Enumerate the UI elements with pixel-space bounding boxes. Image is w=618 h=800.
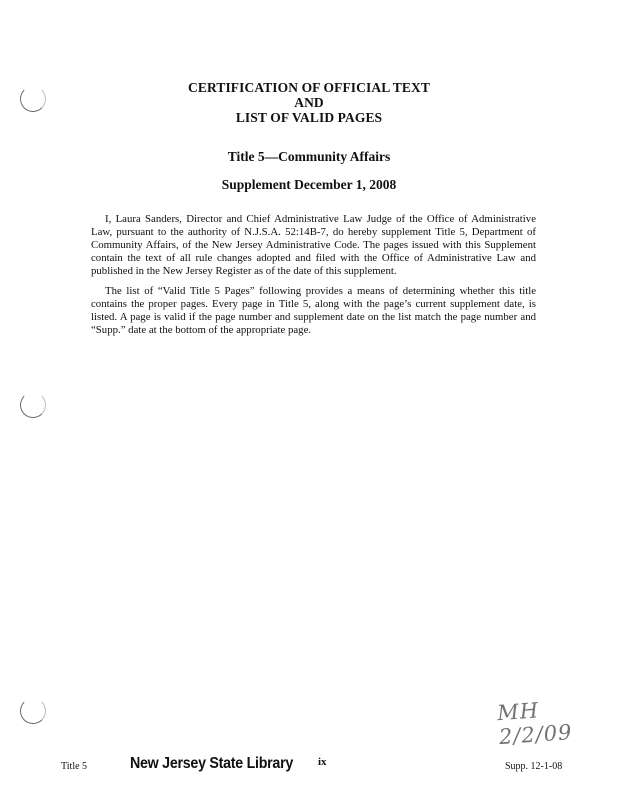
punch-hole-middle (20, 392, 46, 418)
footer-page-number: ix (318, 756, 327, 768)
title-line-1: CERTIFICATION OF OFFICIAL TEXT (188, 80, 430, 95)
footer-title: Title 5 (61, 761, 88, 772)
title-line-2: AND (294, 95, 324, 110)
supplement-date-heading: Supplement December 1, 2008 (221, 177, 397, 192)
handwritten-initials: MH 2/2/09 (496, 698, 574, 750)
footer-supplement: Supp. 12-1-08 (505, 761, 563, 772)
title-subtitle: Title 5—Community Affairs (227, 149, 391, 164)
valid-pages-paragraph: The list of “Valid Title 5 Pages” following provides a means of determining whether this title contains the proper pages. Every page in Title 5, along with the page’s current supplement date, is listed. A page is valid if the page number and supplement date on the list match the page number and “Supp.” date at the bottom of the appropriate page. (91, 285, 536, 337)
library-stamp: New Jersey State Library (130, 755, 294, 772)
title-line-3: LIST OF VALID PAGES (235, 110, 383, 125)
punch-hole-bottom (20, 698, 46, 724)
certification-paragraph: I, Laura Sanders, Director and Chief Administrative Law Judge of the Office of Administrative Law, pursuant to the authority of N.J.S.A. 52:14B-7, do hereby supplement Title 5, Department of Community Affairs, of the New Jersey Administrative Code. The pages issued with this Supplement contain the text of all rule changes adopted and filed with the Office of Administrative Law and published in the New Jersey Register as of the date of this supplement. (91, 213, 536, 278)
